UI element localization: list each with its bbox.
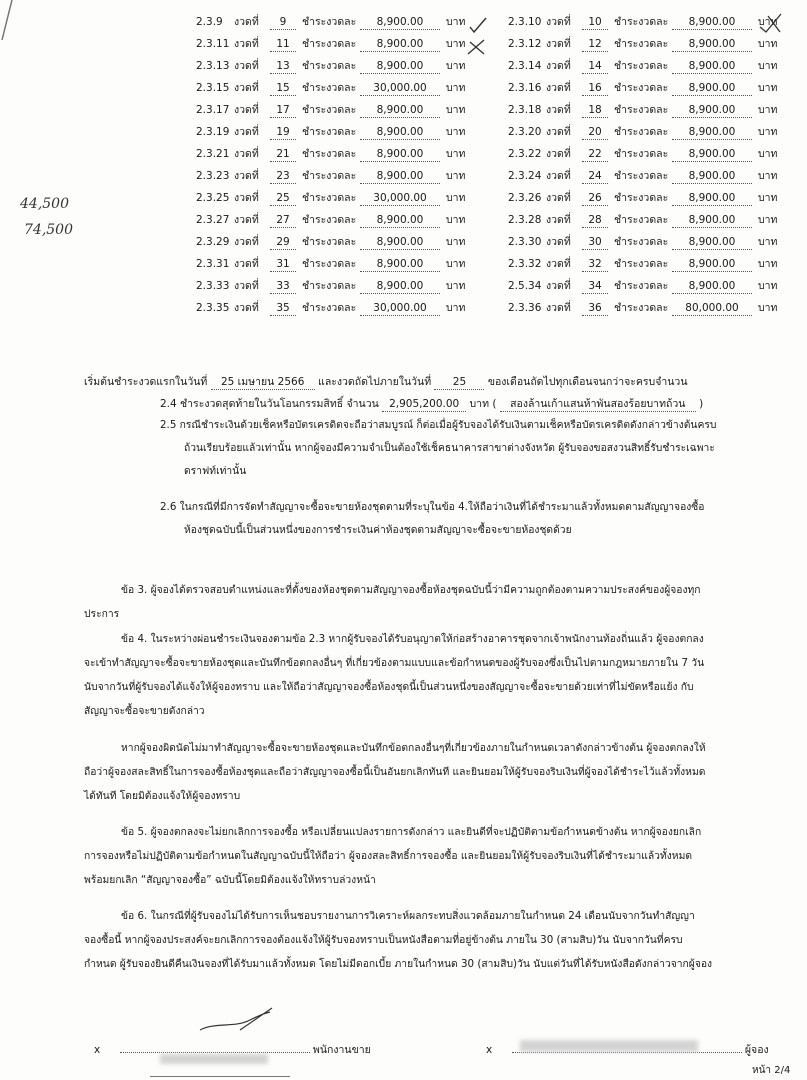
baht-label: บาท [758, 280, 778, 292]
installment-id: 2.3.13 [196, 60, 230, 72]
installment-id: 2.3.9 [196, 16, 223, 28]
installment-label: งวดที่ [546, 192, 571, 204]
paragraph-line: 2.5 กรณีชำระเงินด้วยเช็คหรือบัตรเครดิตจะถือว่าสมบูรณ์ ก็ต่อเมื่อผู้รับจองได้รับเงินตามเช็คหรือบัตรเครดิตดังกล่าวข้างต้นครบ [160, 419, 717, 431]
start-suffix: ของเดือนถัดไปทุกเดือนจนกว่าจะครบจำนวน [487, 376, 688, 388]
start-day: 25 [434, 375, 484, 390]
baht-label: บาท [446, 60, 466, 72]
baht-label: บาท [446, 192, 466, 204]
installment-amount: 8,900.00 [360, 15, 440, 30]
paragraph-line: ข้อ 6. ในกรณีที่ผู้รับจองไม่ได้รับการเห็นชอบรายงานการวิเคราะห์ผลกระทบสิ่งแวดล้อมภายในกำหนด 24 เดือนนับจากวันทำสัญญา [121, 910, 695, 922]
installment-label: งวดที่ [234, 258, 259, 270]
paragraph-line: ได้ทันที โดยมิต้องแจ้งให้ผู้จองทราบ [84, 790, 241, 802]
installment-number: 21 [270, 147, 296, 162]
installment-amount: 8,900.00 [672, 279, 752, 294]
start-mid: และงวดถัดไปภายในวันที่ [318, 376, 432, 388]
signature-booker-label: ผู้จอง [744, 1044, 769, 1056]
installment-amount: 8,900.00 [672, 257, 752, 272]
per-installment-label: ชำระงวดละ [302, 104, 357, 116]
baht-label: บาท [758, 82, 778, 94]
installment-id: 2.3.14 [508, 60, 542, 72]
installment-label: งวดที่ [234, 16, 259, 28]
installment-id: 2.3.28 [508, 214, 542, 226]
installment-label: งวดที่ [234, 192, 259, 204]
installment-label: งวดที่ [234, 214, 259, 226]
installment-id: 2.3.31 [196, 258, 230, 270]
clause-2-4-prefix: 2.4 ชำระงวดสุดท้ายในวันโอนกรรมสิทธิ์ จำนวน [160, 398, 379, 410]
installment-label: งวดที่ [546, 302, 571, 314]
per-installment-label: ชำระงวดละ [302, 214, 357, 226]
installment-amount: 8,900.00 [360, 37, 440, 52]
paragraph-line: การจองหรือไม่ปฏิบัติตามข้อกำหนดในสัญญาฉบับนี้ให้ถือว่า ผู้จองสละสิทธิ์การจองซื้อ และยินยอมให้ผู้รับจองริบเงินที่ได้ชำระมาแล้วทั้งหมด [84, 850, 693, 862]
installment-amount: 8,900.00 [360, 257, 440, 272]
installment-id: 2.3.23 [196, 170, 230, 182]
installment-number: 31 [270, 257, 296, 272]
per-installment-label: ชำระงวดละ [614, 82, 669, 94]
installment-label: งวดที่ [234, 82, 259, 94]
per-installment-label: ชำระงวดละ [302, 148, 357, 160]
baht-label: บาท [446, 148, 466, 160]
installment-number: 23 [270, 169, 296, 184]
installment-label: งวดที่ [234, 148, 259, 160]
installment-number: 28 [582, 213, 608, 228]
installment-id: 2.3.19 [196, 126, 230, 138]
paragraph-line: จองซื้อนี้ หากผู้จองประสงค์จะยกเลิกการจองต้องแจ้งให้ผู้รับจองทราบเป็นหนังสือตามที่อยู่ข้างต้น ภายใน 30 (สามสิบ)วัน นับจากวันที่ครบ [84, 934, 683, 946]
installment-amount: 30,000.00 [360, 81, 440, 96]
installment-label: งวดที่ [234, 170, 259, 182]
installment-label: งวดที่ [546, 170, 571, 182]
installment-amount: 8,900.00 [672, 59, 752, 74]
clause-2-4-close: ) [699, 398, 704, 410]
baht-label: บาท [758, 214, 778, 226]
baht-label: บาท [758, 60, 778, 72]
installment-number: 34 [582, 279, 608, 294]
baht-label: บาท [758, 148, 778, 160]
installment-amount: 8,900.00 [360, 279, 440, 294]
per-installment-label: ชำระงวดละ [614, 258, 669, 270]
installment-label: งวดที่ [546, 258, 571, 270]
paragraph-line: กำหนด ผู้รับจองยินดีคืนเงินจองที่ได้รับมาแล้วทั้งหมด โดยไม่มีดอกเบี้ย ภายในกำหนด 30 (สามสิบ)วัน นับแต่วันที่ได้รับหนังสือดังกล่าวจากผู้จอง [84, 958, 713, 970]
handwritten-note: 44,500 [20, 196, 69, 212]
installment-id: 2.3.16 [508, 82, 542, 94]
baht-label: บาท [758, 104, 778, 116]
installment-label: งวดที่ [546, 236, 571, 248]
paragraph-line: ข้อ 5. ผู้จองตกลงจะไม่ยกเลิกการจองซื้อ หรือเปลี่ยนแปลงรายการดังกล่าว และยินดีที่จะปฏิบัติตามข้อกำหนดข้างต้น หากผู้จองยกเลิก [121, 826, 702, 838]
start-date: 25 เมษายน 2566 [211, 375, 315, 390]
paragraph-line: ข้อ 4. ในระหว่างผ่อนชำระเงินจองตามข้อ 2.3 หากผู้รับจองได้รับอนุญาตให้ก่อสร้างอาคารชุดจากเจ้าพนักงานท้องถิ่นแล้ว ผู้จองตกลง [121, 633, 704, 645]
installment-label: งวดที่ [546, 214, 571, 226]
installment-id: 2.3.36 [508, 302, 542, 314]
installment-id: 2.3.11 [196, 38, 230, 50]
per-installment-label: ชำระงวดละ [614, 280, 669, 292]
installment-number: 14 [582, 59, 608, 74]
installment-id: 2.3.25 [196, 192, 230, 204]
installment-number: 17 [270, 103, 296, 118]
installment-label: งวดที่ [234, 60, 259, 72]
baht-label: บาท [758, 170, 778, 182]
baht-label: บาท [446, 126, 466, 138]
installment-amount: 8,900.00 [360, 147, 440, 162]
installment-number: 15 [270, 81, 296, 96]
installment-number: 25 [270, 191, 296, 206]
final-amount: 2,905,200.00 [382, 397, 466, 412]
installment-amount: 8,900.00 [672, 147, 752, 162]
per-installment-label: ชำระงวดละ [302, 258, 357, 270]
installment-number: 29 [270, 235, 296, 250]
per-installment-label: ชำระงวดละ [614, 38, 669, 50]
installment-amount: 8,900.00 [360, 59, 440, 74]
per-installment-label: ชำระงวดละ [302, 302, 357, 314]
paragraph-line: ถ้วนเรียบร้อยแล้วเท่านั้น หากผู้จองมีความจำเป็นต้องใช้เช็คธนาคารสาขาต่างจังหวัด ผู้รับจองขอสงวนสิทธิ์รับชำระเฉพาะ [184, 442, 715, 454]
baht-label: บาท [446, 280, 466, 292]
installment-amount: 8,900.00 [672, 125, 752, 140]
installment-label: งวดที่ [546, 82, 571, 94]
per-installment-label: ชำระงวดละ [302, 126, 357, 138]
per-installment-label: ชำระงวดละ [614, 192, 669, 204]
per-installment-label: ชำระงวดละ [614, 60, 669, 72]
installment-label: งวดที่ [234, 126, 259, 138]
installment-id: 2.3.17 [196, 104, 230, 116]
paragraph-line: ประการ [84, 608, 120, 620]
final-amount-words: สองล้านเก้าแสนห้าพันสองร้อยบาทถ้วน [500, 397, 696, 412]
baht-label: บาท [446, 214, 466, 226]
per-installment-label: ชำระงวดละ [614, 148, 669, 160]
baht-label: บาท [446, 104, 466, 116]
installment-label: งวดที่ [234, 236, 259, 248]
installment-number: 22 [582, 147, 608, 162]
paragraph-line: พร้อมยกเลิก “สัญญาจองซื้อ” ฉบับนี้โดยมิต้องแจ้งให้ทราบล่วงหน้า [84, 874, 376, 886]
per-installment-label: ชำระงวดละ [614, 16, 669, 28]
baht-label: บาท [758, 126, 778, 138]
installment-label: งวดที่ [546, 148, 571, 160]
installment-amount: 8,900.00 [360, 169, 440, 184]
baht-label: บาท [758, 192, 778, 204]
paragraph-line: ห้องชุดฉบับนี้เป็นส่วนหนึ่งของการชำระเงินค่าห้องชุดตามสัญญาจะซื้อจะขายห้องชุดด้วย [184, 524, 572, 536]
installment-label: งวดที่ [546, 104, 571, 116]
paragraph-line: ถือว่าผู้จองสละสิทธิ์ในการจองซื้อห้องชุดและถือว่าสัญญาจองซื้อนี้เป็นอันยกเลิกทันที และยินยอมให้ผู้รับจองริบเงินที่ผู้จองได้ชำระไว้แล้วทั้งหมด [84, 766, 706, 778]
paragraph-line: 2.6 ในกรณีที่มีการจัดทำสัญญาจะซื้อจะขายห้องชุดตามที่ระบุในข้อ 4.ให้ถือว่าเงินที่ได้ชำระมาแล้วทั้งหมดตามสัญญาจองซื้อ [160, 501, 705, 513]
baht-label: บาท [758, 38, 778, 50]
installment-amount: 8,900.00 [672, 103, 752, 118]
installment-amount: 8,900.00 [360, 103, 440, 118]
installment-id: 2.3.24 [508, 170, 542, 182]
installment-label: งวดที่ [546, 38, 571, 50]
installment-label: งวดที่ [546, 60, 571, 72]
installment-label: งวดที่ [234, 104, 259, 116]
installment-id: 2.3.33 [196, 280, 230, 292]
paragraph-line: หากผู้จองผิดนัดไม่มาทำสัญญาจะซื้อจะขายห้องชุดและบันทึกข้อตกลงอื่นๆที่เกี่ยวข้องภายในกำหนดเวลาดังกล่าวข้างต้น ผู้จองตกลงให้ [121, 742, 706, 754]
installment-label: งวดที่ [234, 302, 259, 314]
paragraph-line: จะเข้าทำสัญญาจะซื้อจะขายห้องชุดและบันทึกข้อตกลงอื่นๆ ที่เกี่ยวข้องตามแบบและข้อกำหนดของผู้รับจองซึ่งเป็นไปตามกฎหมายภายใน 7 วัน [84, 657, 705, 669]
installment-amount: 8,900.00 [360, 213, 440, 228]
installment-id: 2.3.21 [196, 148, 230, 160]
installment-id: 2.3.15 [196, 82, 230, 94]
installment-label: งวดที่ [546, 280, 571, 292]
installment-number: 12 [582, 37, 608, 52]
per-installment-label: ชำระงวดละ [302, 170, 357, 182]
installment-amount: 30,000.00 [360, 191, 440, 206]
per-installment-label: ชำระงวดละ [302, 82, 357, 94]
installment-number: 11 [270, 37, 296, 52]
per-installment-label: ชำระงวดละ [302, 60, 357, 72]
baht-label: บาท [758, 236, 778, 248]
per-installment-label: ชำระงวดละ [302, 280, 357, 292]
installment-number: 24 [582, 169, 608, 184]
paragraph-line: ข้อ 3. ผู้จองได้ตรวจสอบตำแหน่งและที่ตั้งของห้องชุดตามสัญญาจองซื้อห้องชุดฉบับนี้ว่ามีความถูกต้องตามความประสงค์ของผู้จองทุก [121, 584, 701, 596]
per-installment-label: ชำระงวดละ [302, 236, 357, 248]
baht-label: บาท [758, 258, 778, 270]
installment-amount: 8,900.00 [360, 125, 440, 140]
installment-number: 16 [582, 81, 608, 96]
paragraph-line: สัญญาจะซื้อจะขายดังกล่าว [84, 705, 205, 717]
baht-label: บาท [446, 302, 466, 314]
installment-amount: 8,900.00 [672, 15, 752, 30]
baht-label: บาท [758, 302, 778, 314]
paragraph-line: นับจากวันที่ผู้รับจองได้แจ้งให้ผู้จองทราบ และให้ถือว่าสัญญาจองซื้อห้องชุดนี้เป็นส่วนหนึ่งของสัญญาจะซื้อจะขายด้วยเท่าที่ไม่ขัดหรือแย้ง กับ [84, 681, 694, 693]
installment-label: งวดที่ [546, 126, 571, 138]
installment-id: 2.3.35 [196, 302, 230, 314]
installment-amount: 8,900.00 [672, 37, 752, 52]
installment-number: 32 [582, 257, 608, 272]
clause-2-4-baht: บาท ( [469, 398, 497, 410]
installment-number: 18 [582, 103, 608, 118]
installment-id: 2.5.34 [508, 280, 542, 292]
installment-number: 36 [582, 301, 608, 316]
installment-number: 26 [582, 191, 608, 206]
installment-label: งวดที่ [234, 38, 259, 50]
paragraph-line: ดราฟท์เท่านั้น [184, 465, 247, 477]
installment-id: 2.3.27 [196, 214, 230, 226]
per-installment-label: ชำระงวดละ [614, 302, 669, 314]
installment-amount: 30,000.00 [360, 301, 440, 316]
installment-amount: 8,900.00 [672, 213, 752, 228]
signature-x: x [486, 1044, 493, 1056]
installment-amount: 8,900.00 [672, 235, 752, 250]
installment-number: 20 [582, 125, 608, 140]
installment-amount: 8,900.00 [672, 81, 752, 96]
installment-id: 2.3.29 [196, 236, 230, 248]
per-installment-label: ชำระงวดละ [302, 192, 357, 204]
start-prefix: เริ่มต้นชำระงวดแรกในวันที่ [84, 376, 208, 388]
installment-id: 2.3.20 [508, 126, 542, 138]
installment-number: 9 [270, 15, 296, 30]
installment-number: 27 [270, 213, 296, 228]
installment-id: 2.3.12 [508, 38, 542, 50]
baht-label: บาท [446, 82, 466, 94]
installment-id: 2.3.22 [508, 148, 542, 160]
baht-label: บาท [446, 170, 466, 182]
installment-label: งวดที่ [546, 16, 571, 28]
installment-number: 33 [270, 279, 296, 294]
per-installment-label: ชำระงวดละ [302, 38, 357, 50]
installment-id: 2.3.26 [508, 192, 542, 204]
installment-number: 19 [270, 125, 296, 140]
baht-label: บาท [446, 38, 466, 50]
baht-label: บาท [758, 16, 778, 28]
installment-id: 2.3.30 [508, 236, 542, 248]
installment-id: 2.3.10 [508, 16, 542, 28]
installment-number: 10 [582, 15, 608, 30]
installment-number: 35 [270, 301, 296, 316]
per-installment-label: ชำระงวดละ [614, 170, 669, 182]
installment-label: งวดที่ [234, 280, 259, 292]
handwritten-note: 74,500 [24, 222, 73, 238]
per-installment-label: ชำระงวดละ [614, 236, 669, 248]
baht-label: บาท [446, 236, 466, 248]
installment-amount: 8,900.00 [672, 169, 752, 184]
per-installment-label: ชำระงวดละ [614, 104, 669, 116]
installment-number: 13 [270, 59, 296, 74]
per-installment-label: ชำระงวดละ [302, 16, 357, 28]
per-installment-label: ชำระงวดละ [614, 214, 669, 226]
installment-id: 2.3.32 [508, 258, 542, 270]
installment-id: 2.3.18 [508, 104, 542, 116]
baht-label: บาท [446, 16, 466, 28]
installment-number: 30 [582, 235, 608, 250]
installment-amount: 8,900.00 [672, 191, 752, 206]
per-installment-label: ชำระงวดละ [614, 126, 669, 138]
installment-amount: 80,000.00 [672, 301, 752, 316]
baht-label: บาท [446, 258, 466, 270]
page-number: หน้า 2/4 [752, 1065, 791, 1076]
signature-seller-label: พนักงานขาย [312, 1044, 371, 1056]
installment-amount: 8,900.00 [360, 235, 440, 250]
signature-x: x [94, 1044, 101, 1056]
